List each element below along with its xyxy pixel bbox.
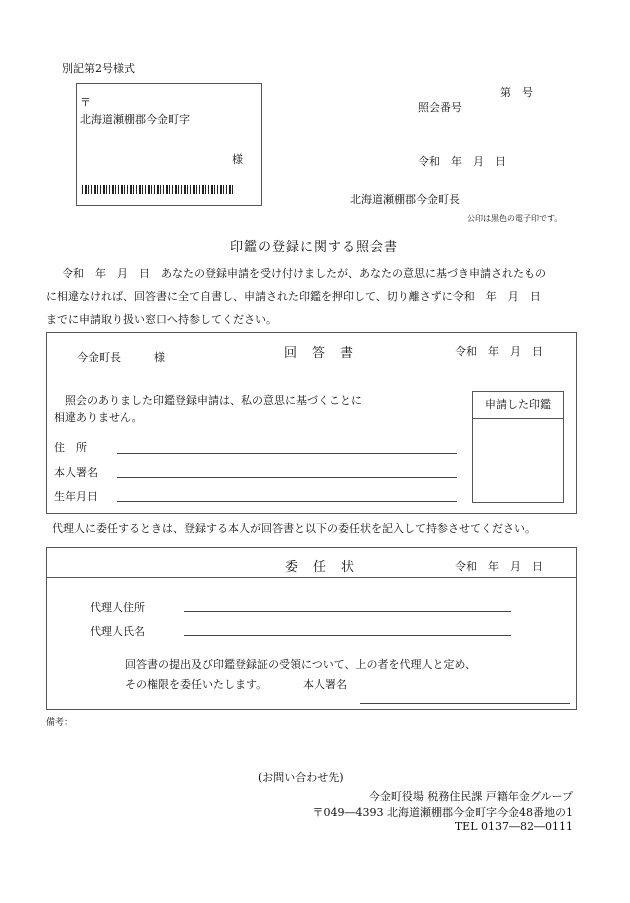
- reply-form: [46, 332, 577, 514]
- proxy-name-field[interactable]: [184, 635, 511, 636]
- proxy-note: 代理人に委任するときは、登録する本人が回答書と以下の委任状を記入して持参させてください。: [52, 522, 536, 535]
- form-label: 別記第2号様式: [62, 62, 135, 75]
- recipient-honorific: 様: [232, 153, 243, 166]
- reply-signature-label: 本人署名: [54, 466, 98, 479]
- issuer-name: 北海道瀬棚郡今金町長: [350, 193, 460, 206]
- reference-number-label: 第 号: [500, 86, 533, 99]
- seal-note: 公印は黒色の電子印です。: [467, 214, 563, 223]
- remarks-label: 備考：: [46, 718, 74, 728]
- proxy-statement-line-2: その権限を委任いたします。: [125, 678, 268, 691]
- proxy-header-divider: [47, 577, 576, 578]
- seal-box-label: 申請した印鑑: [473, 392, 563, 419]
- proxy-signature-label: 本人署名: [303, 678, 347, 691]
- reply-addressee: 今金町長 様: [77, 351, 165, 364]
- proxy-name-label: 代理人氏名: [90, 625, 145, 638]
- reply-birthdate-field[interactable]: [117, 501, 457, 502]
- reply-address-field[interactable]: [117, 453, 457, 454]
- issue-date: 令和 年 月 日: [418, 155, 506, 168]
- reply-address-label: 住 所: [54, 441, 87, 454]
- contact-heading: (お問い合わせ先): [258, 771, 344, 784]
- proxy-date: 令和 年 月 日: [455, 560, 543, 573]
- reply-statement-line-1: 照会のありました印鑑登録申請は、私の意思に基づくことに: [65, 394, 362, 407]
- reply-title: 回 答 書: [284, 346, 355, 361]
- proxy-form: [46, 547, 577, 710]
- reply-statement-line-2: 相違ありません。: [54, 411, 143, 424]
- seal-box[interactable]: [472, 391, 564, 503]
- contact-address: 〒049―4393 北海道瀬棚郡今金町字今金48番地の1: [312, 806, 573, 819]
- reply-birthdate-label: 生年月日: [54, 490, 98, 503]
- proxy-address-field[interactable]: [184, 611, 511, 612]
- reference-label: 照会番号: [418, 101, 462, 114]
- address-box: [76, 83, 262, 206]
- proxy-address-label: 代理人住所: [90, 601, 145, 614]
- intro-line-3: までに申請取り扱い窓口へ持参してください。: [46, 313, 277, 326]
- contact-phone: TEL 0137―82―0111: [454, 820, 573, 833]
- document-title: 印鑑の登録に関する照会書: [230, 240, 399, 255]
- proxy-signature-field[interactable]: [360, 703, 570, 704]
- reply-date: 令和 年 月 日: [455, 345, 543, 358]
- intro-line-2: に相違なければ、回答書に全て自書し、申請された印鑑を押印して、切り離さずに令和 年 月 日: [46, 290, 541, 303]
- proxy-title: 委 任 状: [285, 560, 356, 575]
- contact-office: 今金町役場 税務住民課 戸籍年金グループ: [368, 790, 573, 803]
- intro-line-1: 令和 年 月 日 あなたの登録申請を受け付けましたが、あなたの意思に基づき申請されたもの: [62, 267, 546, 280]
- reply-signature-field[interactable]: [117, 477, 457, 478]
- recipient-address: 北海道瀬棚郡今金町字: [80, 113, 190, 126]
- proxy-statement-line-1: 回答書の提出及び印鑑登録証の受領について、上の者を代理人と定め、: [125, 658, 477, 671]
- postal-barcode-icon: [82, 185, 234, 194]
- postal-mark: 〒: [80, 96, 91, 109]
